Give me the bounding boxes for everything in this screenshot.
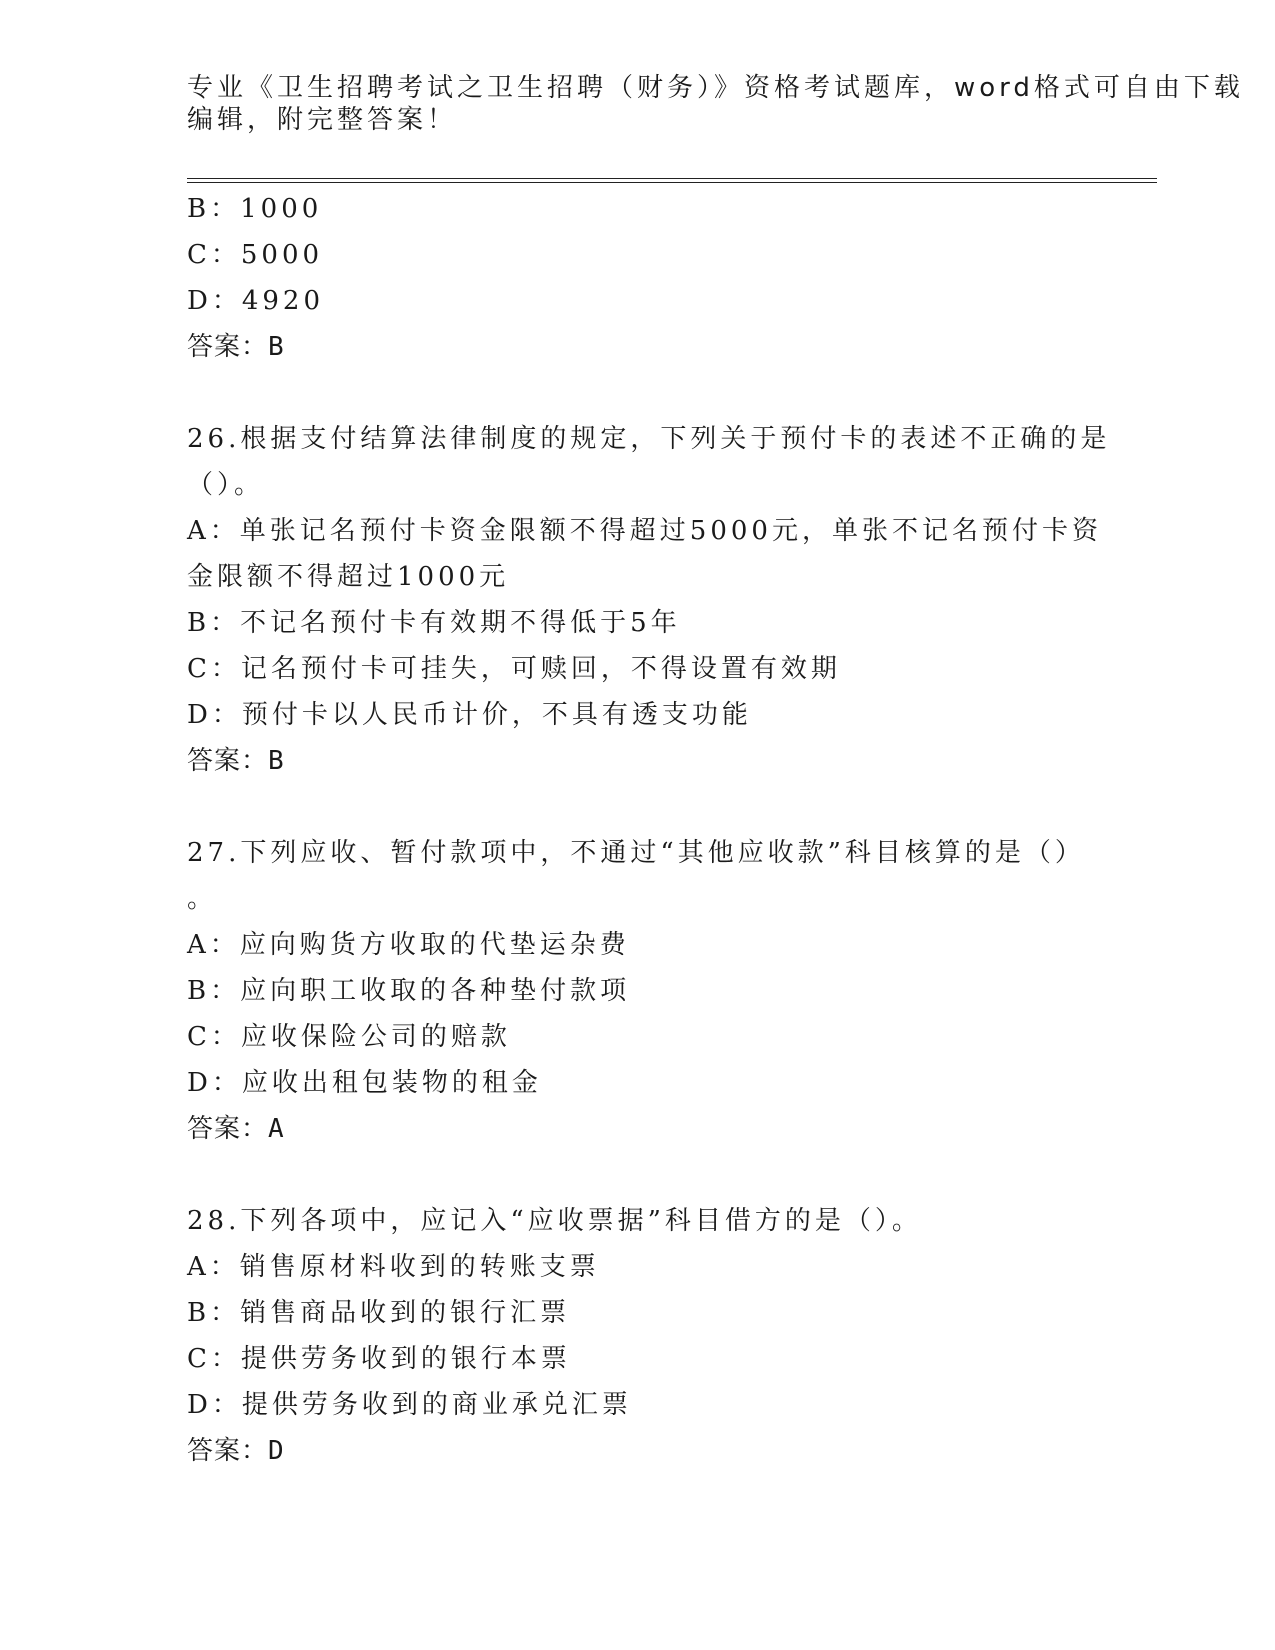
option-line: C：应收保险公司的赔款: [187, 1022, 511, 1052]
option-line: A：销售原材料收到的转账支票: [187, 1252, 600, 1282]
question-stem: 28.下列各项中，应记入“应收票据”科目借方的是（）。: [187, 1206, 922, 1236]
question-stem: 。: [187, 884, 218, 914]
header-line-2: 编辑，附完整答案！: [187, 105, 458, 135]
spacer: [187, 784, 1107, 830]
option-line: B：1000: [187, 194, 323, 224]
question-27: [187, 830, 1107, 1152]
option-line: D：4920: [187, 286, 325, 316]
option-line: A：单张记名预付卡资金限额不得超过5000元，单张不记名预付卡资: [187, 516, 1102, 546]
header-line-1: 专业《卫生招聘考试之卫生招聘（财务）》资格考试题库，word格式可自由下载: [187, 73, 1244, 103]
option-line: B：应向职工收取的各种垫付款项: [187, 976, 631, 1006]
option-line: C：5000: [187, 240, 324, 270]
question-stem: 26.根据支付结算法律制度的规定，下列关于预付卡的表述不正确的是: [187, 424, 1111, 454]
question-stem: （）。: [187, 470, 265, 500]
spacer: [187, 370, 1107, 416]
question-stem: 27.下列应收、暂付款项中，不通过“其他应收款”科目核算的是（）: [187, 838, 1085, 868]
document-header: [187, 72, 1244, 136]
option-line: D：提供劳务收到的商业承兑汇票: [187, 1390, 632, 1420]
spacer: [187, 1152, 1107, 1198]
answer-line: 答案：B: [187, 332, 285, 362]
option-line: C：记名预付卡可挂失，可赎回，不得设置有效期: [187, 654, 841, 684]
header-divider: [187, 178, 1157, 183]
answer-line: 答案：A: [187, 1114, 285, 1144]
prev-question-block: [187, 186, 1107, 370]
question-28: [187, 1198, 1107, 1474]
option-line: A：应向购货方收取的代垫运杂费: [187, 930, 630, 960]
question-26: [187, 416, 1111, 784]
option-line: B：不记名预付卡有效期不得低于5年: [187, 608, 681, 638]
option-line: B：销售商品收到的银行汇票: [187, 1298, 571, 1328]
answer-line: 答案：B: [187, 746, 285, 776]
question-list: [187, 186, 1111, 1474]
option-line: C：提供劳务收到的银行本票: [187, 1344, 571, 1374]
option-line: D：应收出租包装物的租金: [187, 1068, 542, 1098]
answer-line: 答案：D: [187, 1436, 285, 1466]
option-line: 金限额不得超过1000元: [187, 562, 510, 592]
option-line: D：预付卡以人民币计价，不具有透支功能: [187, 700, 752, 730]
